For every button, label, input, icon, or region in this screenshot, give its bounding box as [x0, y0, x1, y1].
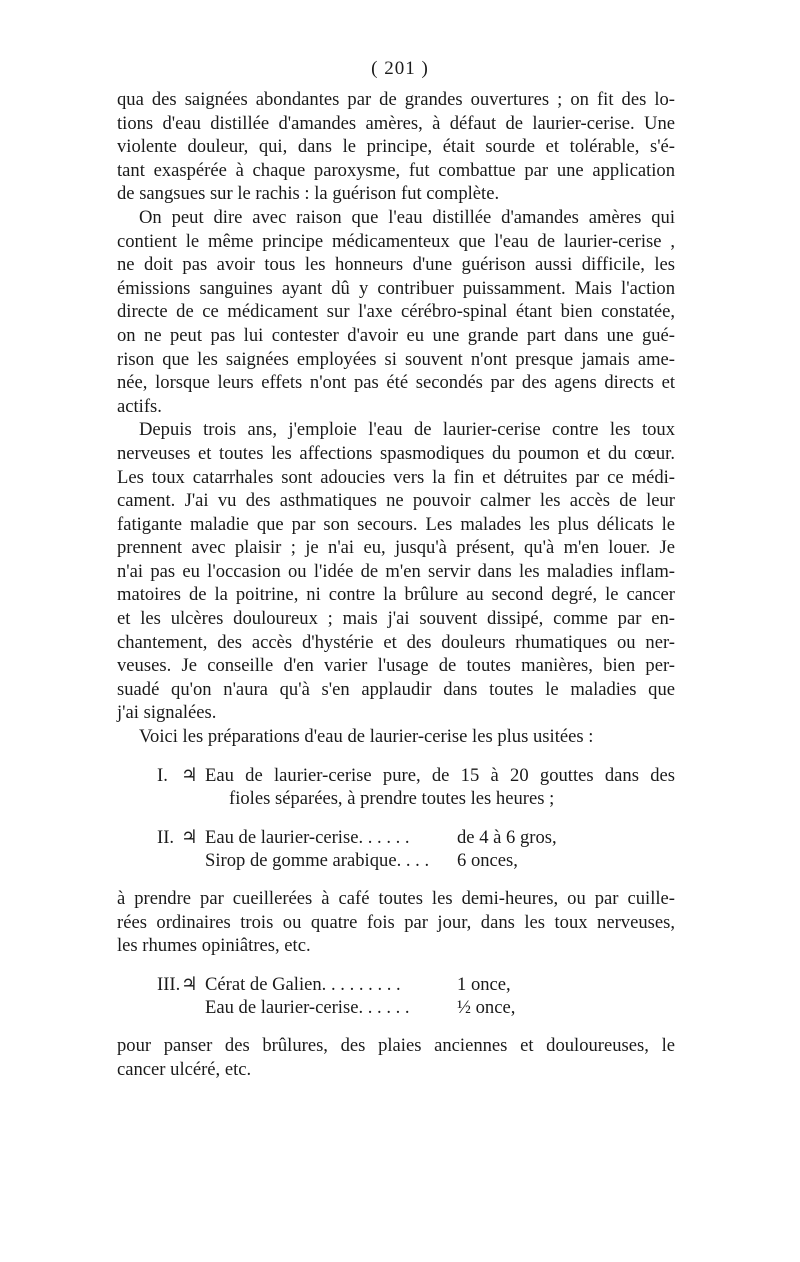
- text-line: fatigante maladie que par son secours. Les malades les plus délicats le: [117, 513, 675, 535]
- ingredient-name: Eau de laurier-cerise. . . . . .: [205, 997, 410, 1019]
- ingredient-name: Eau de laurier-cerise. . . . . .: [205, 826, 410, 848]
- paragraph-3: [117, 418, 675, 725]
- recipe-1-line-1: [117, 764, 675, 788]
- paragraph-4: [117, 725, 675, 749]
- text-line: On peut dire avec raison que l'eau distillée d'amandes amères qui: [139, 206, 675, 228]
- instruction-line: rées ordinaires trois ou quatre fois par jour, dans les toux nerveuses,: [117, 911, 675, 933]
- text-line: matoires de la poitrine, ni contre la brûlure au second degré, le cancer: [117, 584, 675, 606]
- instruction-line: pour panser des brûlures, des plaies anciennes et douloureuses, le: [117, 1034, 675, 1056]
- rx-symbol-icon: ♃: [181, 973, 198, 995]
- text-line: née, lorsque leurs effets n'ont pas été secondés par des agens directs et: [117, 372, 675, 394]
- text-line: tions d'eau distillée d'amandes amères, à défaut de laurier-cerise. Une: [117, 112, 675, 134]
- recipe-3-row-1: [117, 973, 675, 997]
- text-line: j'ai signalées.: [117, 702, 217, 724]
- text-line: Depuis trois ans, j'emploie l'eau de laurier-cerise contre les toux: [139, 419, 675, 441]
- text-line: nerveuses et toutes les affections spasmodiques du poumon et du cœur.: [117, 442, 675, 464]
- text-line: de sangsues sur le rachis : la guérison fut complète.: [117, 183, 500, 205]
- paragraph-1: [117, 88, 675, 206]
- ingredient-quantity: de 4 à 6 gros,: [457, 826, 557, 848]
- page-number: ( 201 ): [371, 58, 429, 79]
- text-line: cament. J'ai vu des asthmatiques ne pouvoir calmer les accès de leur: [117, 490, 675, 512]
- text-line: actifs.: [117, 395, 162, 417]
- recipe-number: III.: [157, 973, 181, 995]
- recipe-2-row-2: [117, 849, 675, 873]
- ingredient-quantity: 6 onces,: [457, 850, 518, 872]
- text-line: n'ai pas eu l'occasion ou l'idée de m'en servir dans les maladies inflam-: [117, 560, 675, 582]
- text-line: on ne peut pas lui contester d'avoir eu une grande part dans une gué-: [117, 324, 675, 346]
- rx-symbol-icon: ♃: [181, 764, 198, 786]
- text-line: contient le même principe médicamenteux que l'eau de laurier-cerise ,: [117, 230, 675, 252]
- ingredient-name: Cérat de Galien. . . . . . . . .: [205, 973, 401, 995]
- text-line: directe de ce médicament sur l'axe cérébro-spinal étant bien constatée,: [117, 301, 675, 323]
- text-line: veuses. Je conseille d'en varier l'usage de toutes manières, bien per-: [117, 655, 675, 677]
- text-line: violente douleur, qui, dans le principe, était sourde et tolérable, s'é-: [117, 136, 675, 158]
- text-line: ne doit pas avoir tous les honneurs d'une guérison aussi difficile, les: [117, 254, 675, 276]
- text-line: chantement, des accès d'hystérie et des douleurs rhumatiques ou ner-: [117, 631, 675, 653]
- instruction-line: les rhumes opiniâtres, etc.: [117, 935, 311, 957]
- rx-symbol-icon: ♃: [181, 826, 198, 848]
- text-line: tant exaspérée à chaque paroxysme, fut combattue par une application: [117, 159, 675, 181]
- recipe-1-line-2: fioles séparées, à prendre toutes les heures ;: [229, 788, 555, 810]
- ingredient-quantity: ½ once,: [457, 997, 516, 1019]
- recipe-2-instructions: [117, 887, 675, 958]
- instruction-line: cancer ulcéré, etc.: [117, 1058, 252, 1080]
- page-body: [117, 88, 675, 1081]
- text-line: prennent avec plaisir ; je n'ai eu, jusqu'à présent, qu'à m'en louer. Je: [117, 537, 675, 559]
- paragraph-2: [117, 206, 675, 418]
- recipe-3-row-2: [117, 996, 675, 1020]
- instruction-line: à prendre par cueillerées à café toutes les demi-heures, ou par cuille-: [117, 888, 675, 909]
- text-line: rison que les saignées employées si souvent n'ont presque jamais ame-: [117, 348, 675, 370]
- recipe-number: I.: [157, 764, 168, 786]
- recipe-3: [117, 973, 675, 1020]
- ingredient-quantity: 1 once,: [457, 973, 511, 995]
- recipe-1: [117, 764, 675, 811]
- text-line: Voici les préparations d'eau de laurier-cerise les plus usitées :: [139, 726, 594, 748]
- text-line: qua des saignées abondantes par de grandes ouvertures ; on fit des lo-: [117, 89, 675, 110]
- recipe-2: [117, 826, 675, 873]
- recipe-3-instructions: [117, 1034, 675, 1081]
- recipe-text: Eau de laurier-cerise pure, de 15 à 20 gouttes dans des: [205, 764, 675, 786]
- recipe-2-row-1: [117, 826, 675, 850]
- text-line: émissions sanguines ayant dû y contribuer puissamment. Mais l'action: [117, 277, 675, 299]
- text-line: suadé qu'on n'aura qu'à s'en applaudir dans toutes le maladies que: [117, 678, 675, 700]
- recipe-number: II.: [157, 826, 175, 848]
- text-line: Les toux catarrhales sont adoucies vers la fin et détruites par ce médi-: [117, 466, 675, 488]
- ingredient-name: Sirop de gomme arabique. . . .: [205, 850, 430, 872]
- text-line: et les ulcères douloureux ; mais j'ai souvent dissipé, comme par en-: [117, 608, 675, 630]
